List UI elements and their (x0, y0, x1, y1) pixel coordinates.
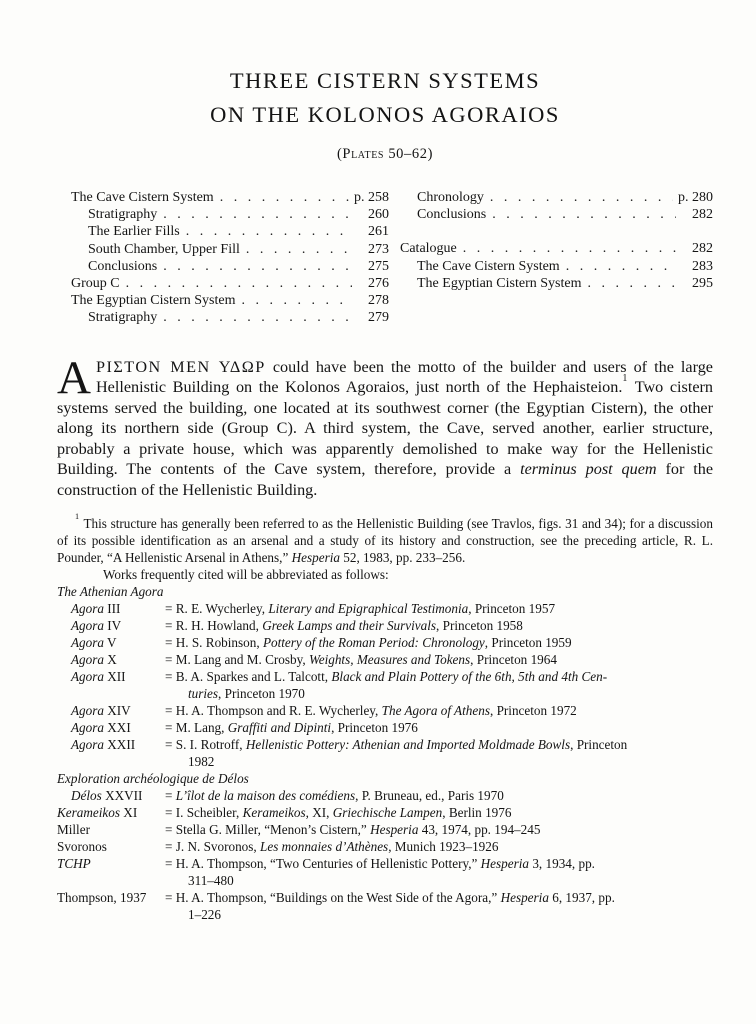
toc-page-number: p. 280 (678, 190, 713, 205)
toc-page-number: 283 (692, 258, 713, 274)
drop-cap: Α (57, 351, 91, 404)
text-run: Pottery of the Roman Period: Chronology (262, 635, 485, 651)
text-run: H. A. Thompson, “Buildings on the West Side of the Agora,” (175, 890, 501, 906)
toc-row (400, 240, 713, 257)
text-run: , Princeton (570, 737, 628, 753)
bib-term (71, 617, 165, 634)
bib-term (57, 855, 165, 889)
bib-entry (57, 651, 713, 668)
bib-definition (165, 668, 713, 702)
text-run: S. I. Rotroff, (175, 737, 246, 753)
bib-entry (57, 804, 713, 821)
toc-label: The Cave Cistern System (71, 190, 214, 205)
text-run: Agora (71, 618, 104, 634)
text-run: XII (103, 669, 126, 685)
toc-row (71, 275, 389, 292)
bib-term (71, 600, 165, 617)
bib-entry (57, 668, 713, 702)
text-run: Délos (71, 788, 102, 804)
text-run: M. Lang and M. Crosby, (175, 652, 309, 668)
toc-row (71, 292, 389, 309)
abbreviation-list (57, 583, 713, 923)
text-run: Thompson, 1937 (57, 890, 147, 906)
toc-page-number: 282 (692, 241, 713, 257)
text-run: , Berlin 1976 (442, 805, 512, 821)
text-run: Black and Plain Pottery of the 6th, 5th and 4th Cen- (331, 669, 608, 685)
bib-entry (57, 702, 713, 719)
equals-sign: = (165, 703, 176, 719)
text-run: Hesperia (370, 822, 419, 838)
bib-definition (165, 702, 713, 719)
text-run: Agora (71, 601, 104, 617)
text-run: J. N. Svoronos, (175, 839, 260, 855)
toc-label: Conclusions (88, 258, 158, 274)
text-run: The Agora of Athens (381, 703, 490, 719)
text-run: L’îlot de la maison des comédiens (175, 788, 356, 804)
text-run: 311–480 (188, 873, 234, 889)
text-run: terminus post quem (520, 460, 657, 479)
bib-definition (165, 821, 713, 838)
toc-label: Conclusions (417, 207, 487, 223)
bib-definition (165, 600, 713, 617)
toc-dot-leader (587, 275, 676, 292)
text-run: Stella G. Miller, “Menon’s Cistern,” (175, 822, 371, 838)
text-run: Griechische Lampen (332, 805, 443, 821)
bib-definition (165, 651, 713, 668)
text-run: Hesperia (480, 856, 530, 872)
bib-entry (57, 719, 713, 736)
text-run: XI (120, 805, 138, 821)
text-run: , Princeton 1958 (436, 618, 523, 634)
text-run: XXII (103, 737, 136, 753)
text-run: , Munich 1923–1926 (388, 839, 499, 855)
toc-label: Stratigraphy (88, 207, 158, 223)
bib-series-heading (57, 583, 713, 600)
equals-sign: = (165, 839, 176, 855)
bib-term (71, 702, 165, 719)
toc-dot-leader (163, 309, 352, 326)
bib-term (57, 821, 165, 838)
toc-row (71, 223, 389, 240)
bib-entry (57, 634, 713, 651)
toc-label: Chronology (417, 190, 484, 205)
bib-term (71, 719, 165, 736)
equals-sign: = (165, 669, 176, 685)
text-run: H. S. Robinson, (175, 635, 263, 651)
text-run: , Princeton 1970 (218, 686, 305, 702)
toc-page-number: 261 (368, 224, 389, 240)
toc-dot-leader (463, 240, 676, 257)
bib-entry (57, 787, 713, 804)
text-run: 52, 1983, pp. 233–256. (339, 550, 466, 566)
text-run: ΡΙΣΤΟΝ ΜΕΝ ΥΔΩΡ (95, 357, 266, 376)
text-run: 1 (622, 373, 628, 385)
text-run: III (103, 601, 121, 617)
bib-term (57, 804, 165, 821)
toc-label: The Cave Cistern System (417, 258, 560, 274)
toc-page-number: 260 (368, 207, 389, 223)
text-run: X (103, 652, 117, 668)
text-run: Two cistern systems served the building, one located at its southwest corner (the Egyptian Cistern), the other along its northern side (Group C). A third system, the Cave, served another, earlier structure, probably a private house, which was apparently demolished to make way for the Hellenistic Building. The contents of the Cave system, therefore, provide a (57, 378, 713, 479)
text-run: Agora (71, 720, 104, 736)
toc-row (71, 241, 389, 258)
bib-definition (165, 889, 713, 923)
toc-column-left (71, 189, 389, 327)
text-run: 1–226 (188, 907, 221, 923)
toc-dot-leader (220, 189, 349, 206)
text-run: Agora (71, 737, 104, 753)
equals-sign: = (165, 822, 176, 838)
bib-term (71, 634, 165, 651)
text-run: Les monnaies d’Athènes (260, 839, 389, 855)
bib-definition (165, 617, 713, 634)
toc-page-number: 276 (368, 276, 389, 292)
toc-page-number: 282 (692, 207, 713, 223)
bib-definition (165, 787, 713, 804)
bib-entry (57, 600, 713, 617)
text-run: This structure has generally been referred to as the Hellenistic Building (see Travlos, figs. 31 and 34); for a discussion of its possible identification as an arsenal and a study of its history and construction, see the preceding article, R. L. Pounder, “A Hellenistic Arsenal in Athens,” (57, 516, 713, 566)
text-run: , Princeton 1964 (470, 652, 557, 668)
toc-label: The Earlier Fills (88, 224, 180, 240)
text-run: , XI, (305, 805, 333, 821)
toc-row (71, 258, 389, 275)
toc-dot-leader (490, 189, 673, 206)
text-run: 43, 1974, pp. 194–245 (418, 822, 541, 838)
toc-dot-leader (186, 223, 352, 240)
text-run: , Princeton 1976 (331, 720, 418, 736)
text-run: Hesperia (500, 890, 549, 906)
bib-definition (165, 838, 713, 855)
bib-series-heading (57, 770, 713, 787)
text-run: Greek Lamps and their Survivals (262, 618, 437, 634)
text-run: 1982 (188, 754, 215, 770)
text-run: Hesperia (291, 550, 340, 566)
bib-term (57, 838, 165, 855)
toc-page-number: 279 (368, 310, 389, 326)
toc-page-number: 275 (368, 258, 389, 274)
toc-dot-leader (492, 206, 676, 223)
toc-row (400, 189, 713, 206)
toc-page-number: p. 258 (354, 190, 389, 205)
text-run: Miller (57, 822, 90, 838)
text-run: XXVII (101, 788, 143, 804)
text-run: XIV (103, 703, 131, 719)
toc-row (71, 189, 389, 206)
toc-dot-leader (163, 206, 352, 223)
text-run: , Princeton 1959 (484, 635, 572, 651)
text-run: for the construction of the Hellenistic Building. (57, 460, 714, 499)
text-run: Kerameikos (242, 805, 306, 821)
text-run: Agora (71, 635, 104, 651)
toc-label: Catalogue (400, 241, 457, 257)
toc-dot-leader (163, 258, 352, 275)
bib-definition (165, 634, 713, 651)
bib-entry (57, 736, 713, 770)
toc-label: Group C (71, 276, 120, 292)
article-title-line2: ON THE KOLONOS AGORAIOS (210, 102, 560, 127)
bib-definition (165, 736, 713, 770)
text-run: Svoronos (57, 839, 107, 855)
bib-entry (57, 889, 713, 923)
bib-definition (165, 719, 713, 736)
toc-dot-leader (246, 241, 352, 258)
text-run: Exploration archéologique de Délos (57, 771, 249, 787)
table-of-contents (71, 189, 713, 327)
toc-dot-leader (566, 258, 676, 275)
text-run: 1 (75, 512, 80, 522)
equals-sign: = (165, 618, 176, 634)
text-run: Graffiti and Dipinti (227, 720, 332, 736)
bib-term (71, 651, 165, 668)
text-run: V (103, 635, 117, 651)
text-run: Kerameikos (57, 805, 120, 821)
bib-term (57, 889, 165, 923)
text-run: could have been the motto of the builder and users of the large Hellenistic Building on the Kolonos Agoraios, just north of the Hephaisteion. (95, 357, 713, 397)
toc-label: The Egyptian Cistern System (71, 293, 236, 309)
equals-sign: = (165, 856, 176, 872)
text-run: H. A. Thompson and R. E. Wycherley, (175, 703, 382, 719)
toc-row (400, 206, 713, 223)
bib-term (71, 668, 165, 702)
equals-sign: = (165, 737, 176, 753)
text-run: XXI (103, 720, 131, 736)
works-cited-intro: Works frequently cited will be abbreviated as follows: (103, 567, 389, 583)
text-run: 6, 1937, pp. (548, 890, 615, 906)
toc-row (400, 258, 713, 275)
text-run: M. Lang, (175, 720, 228, 736)
text-run: Agora (71, 652, 104, 668)
toc-dot-leader (126, 275, 352, 292)
bib-entry (57, 838, 713, 855)
toc-label: The Egyptian Cistern System (417, 275, 582, 291)
bib-definition (165, 804, 713, 821)
text-run: turies (188, 686, 219, 702)
toc-page-number: 273 (368, 241, 389, 257)
text-run: , Princeton 1957 (468, 601, 556, 617)
text-run: B. A. Sparkes and L. Talcott, (175, 669, 332, 685)
toc-page-number: 278 (368, 293, 389, 309)
text-run: R. H. Howland, (175, 618, 263, 634)
equals-sign: = (165, 788, 176, 804)
bib-definition (165, 855, 713, 889)
toc-label: Stratigraphy (88, 310, 158, 326)
lead-paragraph (57, 351, 714, 501)
toc-row (71, 309, 389, 326)
equals-sign: = (165, 890, 176, 906)
toc-label: South Chamber, Upper Fill (88, 241, 240, 257)
bib-term (71, 736, 165, 770)
text-run: Literary and Epigraphical Testimonia (268, 601, 469, 617)
text-run: Weights, Measures and Tokens (308, 652, 471, 668)
article-title-line1: THREE CISTERN SYSTEMS (229, 68, 541, 93)
footnote-1 (57, 512, 713, 566)
toc-row (71, 206, 389, 223)
toc-page-number: 295 (692, 275, 713, 291)
text-run: Agora (71, 669, 104, 685)
equals-sign: = (165, 635, 176, 651)
equals-sign: = (165, 805, 176, 821)
bib-term (71, 787, 165, 804)
bib-entry (57, 617, 713, 634)
text-run: , P. Bruneau, ed., Paris 1970 (355, 788, 504, 804)
text-run: TCHP (57, 856, 91, 872)
toc-column-right (400, 189, 713, 327)
text-run: , Princeton 1972 (489, 703, 577, 719)
text-run: I. Scheibler, (175, 805, 243, 821)
equals-sign: = (165, 720, 176, 736)
text-run: H. A. Thompson, “Two Centuries of Hellenistic Pottery,” (175, 856, 481, 872)
text-run: The Athenian Agora (57, 584, 164, 600)
footnotes-section (57, 512, 713, 923)
text-run: IV (103, 618, 122, 634)
text-run: R. E. Wycherley, (175, 601, 269, 617)
toc-row (400, 275, 713, 292)
text-run: Agora (71, 703, 104, 719)
toc-dot-leader (241, 292, 352, 309)
text-run: Hellenistic Pottery: Athenian and Imported Moldmade Bowls (245, 737, 571, 753)
equals-sign: = (165, 601, 176, 617)
bib-entry (57, 855, 713, 889)
text-run: 3, 1934, pp. (529, 856, 595, 872)
equals-sign: = (165, 652, 176, 668)
bib-entry (57, 821, 713, 838)
plates-reference: (Plates 50–62) (337, 146, 433, 162)
